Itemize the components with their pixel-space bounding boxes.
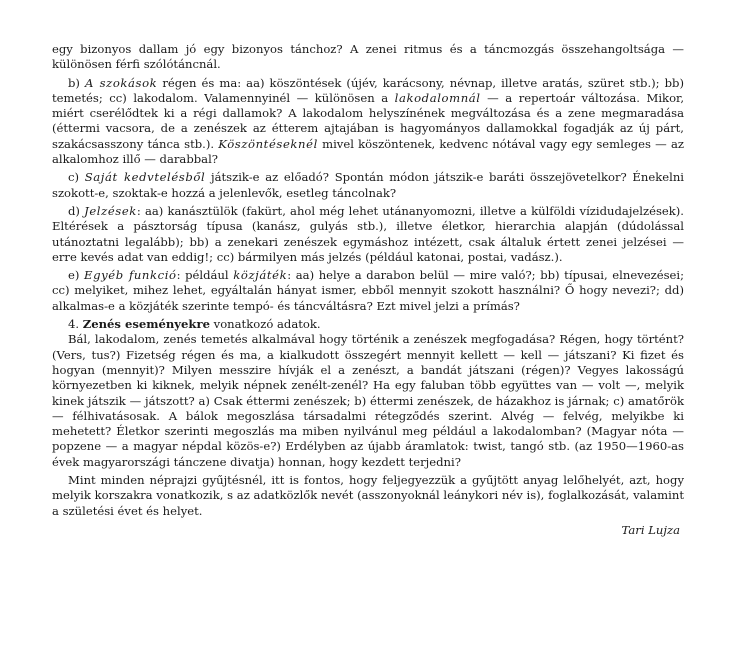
customs-emph-greetings: Köszöntéseknél bbox=[218, 136, 318, 151]
customs-text-3: mivel köszöntenek, kedvenc nótával vagy egy semleges — az alkalomhoz illő — darabbal? bbox=[52, 136, 684, 167]
events-text: Bál, lakodalom, zenés temetés alkalmával hogy történik a zenészek megfogadása? Régen, hogy történt? (Vers, tus?) Fizetség régen és ma, a kialkudott összegért mennyit kellett — kell — játszani? Ki fizet és hogyan (mennyit)? Milyen messzire hívják el a zenészt, a bandát játszani (régen)? Vegyes lakosságú környezetben ki kiknek, melyik népnek zenélt-zenél? Ha egy faluban több együttes van — volt —, melyik kinek játszik — játszott? a) Csak éttermi zenészek; b) éttermi zenészek, de házakhoz is járnak; c) amatőrök — félhivatásosak. A bálok megoszlása társadalmi rétegződés szerint. Alvég — felvég, melyikbe ki mehetett? Életkor szerinti megoszlás ma miben nyilvánul meg például a lakodalomban? (Magyar nóta — popzene — a magyar népdal közös-e?) Erdélyben az újabb áramlatok: twist, tangó stb. (az 1950—1960-as évek magyarországi tánczene divatja) honnan, hogy kezdett terjedni? bbox=[52, 332, 684, 469]
section-heading-bold: Zenés eseményekre bbox=[82, 317, 210, 332]
collecting-text: Mint minden néprajzi gyűjtésnél, itt is fontos, hogy feljegyezzük a gyűjtött anyag lelőhelyét, azt, hogy melyik korszakra vonatkozik, s az adatközlők nevét (asszonyoknál leánykori név is), foglalkozását, valamint a születési évet és helyet. bbox=[52, 473, 684, 518]
section-heading-rest: vonatkozó adatok. bbox=[209, 317, 321, 332]
section-number: 4. bbox=[68, 317, 83, 332]
signals-text: : aa) kanásztülök (fakürt, ahol még lehet utánanyomozni, illetve a külföldi vízidudajelzések). Eltérések a pásztorság típusa (kanász, gulyás stb.), illetve életkor, hierarchia alapján (dúdolással utánoztatni legalább); bb) a zenekari zenészek egymáshoz intézett, csak általuk értett zenei jelzései — erre kevés adat van eddig!; cc) bármilyen más jelzés (például katonai, postai, vadász.). bbox=[52, 203, 684, 264]
item-label-d: d) bbox=[68, 203, 85, 218]
customs-emph-wedding: lakodalomnál bbox=[394, 90, 481, 105]
item-title-other-function: Egyéb funkció bbox=[84, 268, 177, 283]
item-label-c: c) bbox=[68, 170, 85, 185]
section-heading-events bbox=[52, 317, 684, 332]
item-title-signals: Jelzések bbox=[84, 203, 137, 218]
item-title-own-pleasure: Saját kedvtelésből bbox=[84, 170, 206, 185]
other-function-text-1: : például bbox=[176, 268, 234, 283]
own-pleasure-text: játszik-e az előadó? Spontán módon játszik-e baráti összejövetelkor? Énekelni szokott-e, szoktak-e hozzá a jelenlevők, esetleg táncolnak? bbox=[52, 170, 684, 200]
paragraph-events bbox=[52, 332, 684, 470]
customs-text-2: — a repertoár változása. Mikor, miért cserélődtek ki a régi dallamok? A lakodalom helyszínének megváltozása és a zene megmaradása (éttermi vacsora, de a zenészek az étterem ajtajában is hagyományos dallamokkal fogadják az új párt, szakácsasszony tánca stb.). bbox=[52, 90, 684, 151]
item-label-e: e) bbox=[68, 268, 85, 283]
paragraph-collecting bbox=[52, 473, 684, 519]
paragraph-intro-text: egy bizonyos dallam jó egy bizonyos tánchoz? A zenei ritmus és a táncmozgás összehangoltsága — különösen férfi szólótáncnál. bbox=[52, 42, 684, 72]
customs-text-1: régen és ma: aa) köszöntések (újév, karácsony, névnap, illetve aratás, szüret stb.); bb) temetés; cc) lakodalom. Valamennyinél — különösen a bbox=[52, 75, 684, 105]
other-function-text-2: : aa) helye a darabon belül — mire való?; bb) típusai, elnevezései; cc) melyiket, mihez lehet, egyáltalán hányat ismer, ebből mennyit szokott használni? Ő hogy nevezi?; dd) alkalmas-e a közjáték szerinte tempó- és táncváltásra? Ezt mivel jelzi a prímás? bbox=[52, 268, 685, 313]
document-page bbox=[52, 42, 684, 538]
other-function-emph-interlude: közjáték bbox=[233, 268, 288, 283]
paragraph-other-function bbox=[52, 268, 684, 314]
paragraph-own-pleasure bbox=[52, 170, 684, 201]
item-title-customs: A szokások bbox=[84, 75, 158, 90]
paragraph-signals bbox=[52, 204, 684, 265]
author-signature: Tari Lujza bbox=[621, 522, 680, 537]
paragraph-intro bbox=[52, 42, 684, 73]
paragraph-customs bbox=[52, 76, 684, 168]
item-label-b: b) bbox=[68, 75, 85, 90]
